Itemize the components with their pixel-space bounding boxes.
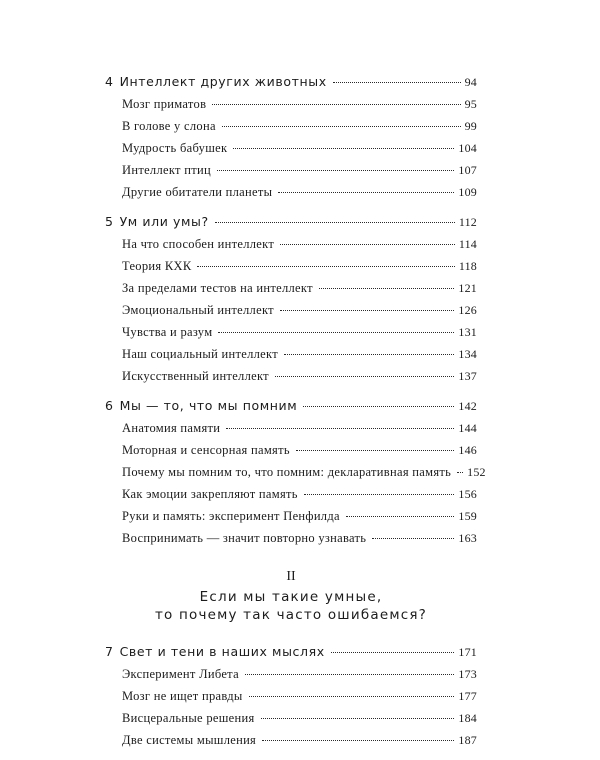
section-title: Руки и память: эксперимент Пенфилда — [122, 509, 340, 523]
page-number: 131 — [458, 325, 477, 339]
section-entry[interactable] — [105, 664, 477, 684]
section-title: Теория КХК — [122, 259, 192, 273]
part-heading — [105, 568, 477, 624]
dot-leader — [333, 82, 461, 83]
section-entry[interactable] — [105, 234, 477, 254]
chapter-number: 7 — [105, 644, 114, 659]
page-number: 173 — [458, 667, 477, 681]
chapter-heading[interactable] — [105, 396, 477, 416]
section-title: Мозг не ищет правды — [122, 689, 243, 703]
page-number: 163 — [458, 531, 477, 545]
section-entry[interactable] — [105, 484, 477, 504]
dot-leader — [249, 696, 455, 697]
dot-leader — [197, 266, 454, 267]
page-number: 146 — [458, 443, 477, 457]
part-title-line-2: то почему так часто ошибаемся? — [154, 607, 428, 623]
chapter-4 — [105, 72, 477, 202]
dot-leader — [218, 332, 454, 333]
page-number: 144 — [458, 421, 477, 435]
section-title: Как эмоции закрепляют память — [122, 487, 298, 501]
page-number: 107 — [458, 163, 477, 177]
section-entry[interactable] — [105, 708, 477, 728]
section-entry[interactable] — [105, 528, 477, 548]
chapter-title: Мы — то, что мы помним — [119, 398, 298, 413]
section-title: Висцеральные решения — [122, 711, 255, 725]
page-number: 137 — [458, 369, 477, 383]
section-title: Две системы мышления — [122, 733, 257, 747]
page-number: 187 — [458, 733, 477, 747]
dot-leader — [280, 310, 454, 311]
dot-leader — [215, 222, 455, 223]
table-of-contents — [105, 72, 486, 760]
section-title: Эмоциональный интеллект — [122, 303, 274, 317]
dot-leader — [245, 674, 454, 675]
chapter-heading[interactable] — [105, 72, 477, 92]
section-title: Моторная и сенсорная память — [122, 443, 290, 457]
section-entry[interactable] — [105, 418, 477, 438]
page-number: 184 — [458, 711, 477, 725]
dot-leader — [233, 148, 454, 149]
page-number: 114 — [458, 237, 477, 251]
dot-leader — [222, 126, 461, 127]
chapter-heading[interactable] — [105, 212, 477, 232]
dot-leader — [303, 406, 454, 407]
dot-leader — [284, 354, 454, 355]
dot-leader — [275, 376, 454, 377]
chapter-heading[interactable] — [105, 642, 477, 662]
page-number: 142 — [458, 399, 477, 413]
page-number: 112 — [458, 215, 477, 229]
section-title: Воспринимать — значит повторно узнавать — [122, 531, 367, 545]
section-entry[interactable] — [105, 116, 477, 136]
chapter-title: Свет и тени в наших мыслях — [119, 644, 325, 659]
section-entry[interactable] — [105, 256, 477, 276]
chapter-5 — [105, 212, 477, 386]
page-number: 121 — [458, 281, 477, 295]
page-number: 104 — [458, 141, 477, 155]
chapter-number: 5 — [105, 214, 114, 229]
chapter-number: 4 — [105, 74, 114, 89]
section-entry[interactable] — [105, 138, 477, 158]
part-title-line-1: Если мы такие умные, — [199, 589, 383, 605]
page-number: 118 — [458, 259, 477, 273]
chapter-7 — [105, 642, 477, 750]
dot-leader — [457, 472, 463, 473]
dot-leader — [346, 516, 455, 517]
section-title: На что способен интеллект — [122, 237, 275, 251]
section-title: В голове у слона — [122, 119, 216, 133]
dot-leader — [319, 288, 455, 289]
page-number: 99 — [464, 119, 477, 133]
dot-leader — [212, 104, 460, 105]
section-title: Другие обитатели планеты — [122, 185, 273, 199]
page-number: 177 — [458, 689, 477, 703]
page-number: 126 — [458, 303, 477, 317]
section-title: Анатомия памяти — [122, 421, 221, 435]
chapter-6 — [105, 396, 486, 548]
section-entry[interactable] — [105, 278, 477, 298]
page-number: 171 — [458, 645, 477, 659]
chapter-number: 6 — [105, 398, 114, 413]
section-entry[interactable] — [105, 686, 477, 706]
section-entry[interactable] — [105, 344, 477, 364]
dot-leader — [280, 244, 455, 245]
dot-leader — [331, 652, 455, 653]
section-title: Интеллект птиц — [122, 163, 211, 177]
chapter-title: Ум или умы? — [119, 214, 209, 229]
section-title: Чувства и разум — [122, 325, 213, 339]
section-title: За пределами тестов на интеллект — [122, 281, 313, 295]
section-title: Эксперимент Либета — [122, 667, 239, 681]
dot-leader — [296, 450, 455, 451]
chapter-title: Интеллект других животных — [119, 74, 327, 89]
section-entry[interactable] — [105, 506, 477, 526]
part-numeral: II — [286, 569, 296, 584]
page-number: 159 — [458, 509, 477, 523]
dot-leader — [262, 740, 454, 741]
page-number: 109 — [458, 185, 477, 199]
page-number: 156 — [458, 487, 477, 501]
section-entry[interactable] — [105, 440, 477, 460]
section-title: Почему мы помним то, что помним: декларативная память — [122, 465, 452, 479]
section-entry[interactable] — [105, 366, 477, 386]
dot-leader — [278, 192, 454, 193]
page-number: 95 — [464, 97, 477, 111]
dot-leader — [261, 718, 455, 719]
section-entry[interactable] — [105, 322, 477, 342]
section-title: Мудрость бабушек — [122, 141, 228, 155]
dot-leader — [304, 494, 455, 495]
section-title: Мозг приматов — [122, 97, 207, 111]
section-entry[interactable] — [105, 160, 477, 180]
dot-leader — [372, 538, 454, 539]
section-entry[interactable] — [105, 300, 477, 320]
section-title: Наш социальный интеллект — [122, 347, 278, 361]
page-number: 94 — [464, 75, 477, 89]
page-number: 134 — [458, 347, 477, 361]
section-entry[interactable] — [105, 94, 477, 114]
section-entry[interactable] — [105, 182, 477, 202]
section-entry[interactable] — [105, 730, 477, 750]
dot-leader — [226, 428, 454, 429]
section-title: Искусственный интеллект — [122, 369, 269, 383]
section-entry[interactable] — [105, 462, 486, 482]
dot-leader — [217, 170, 454, 171]
page-number: 152 — [467, 465, 486, 479]
